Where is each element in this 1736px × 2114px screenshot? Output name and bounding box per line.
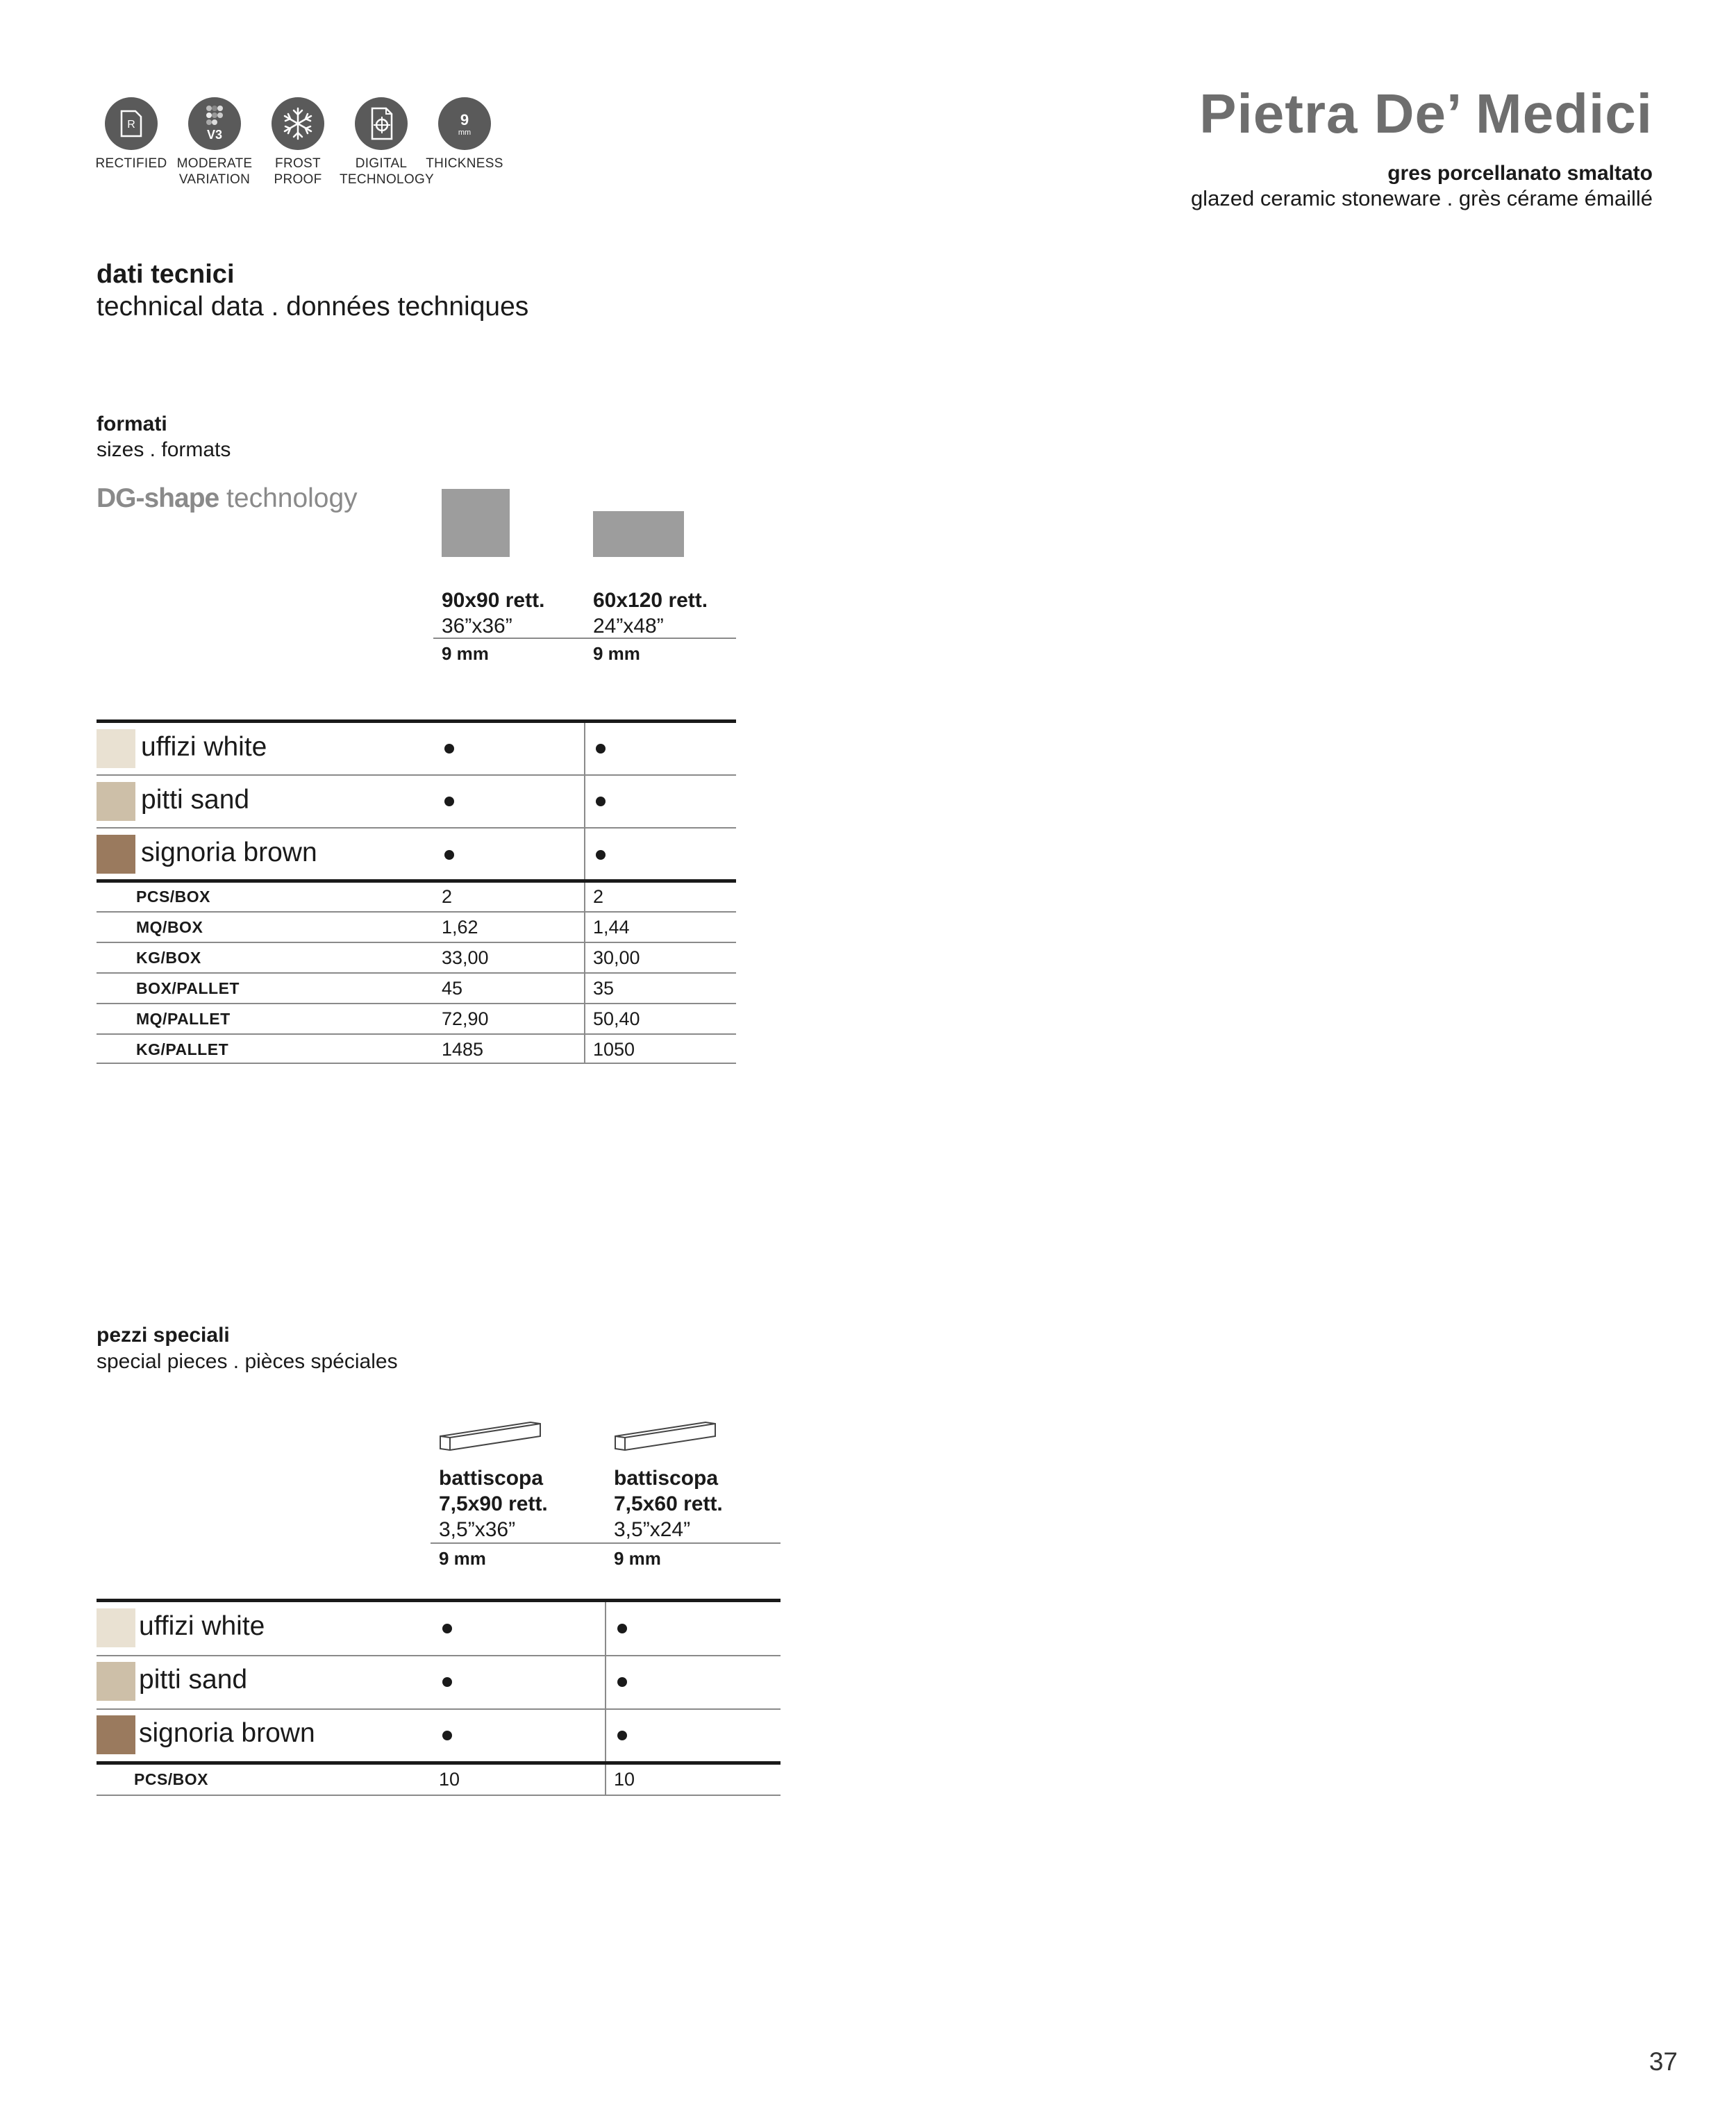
color-name: signoria brown <box>139 1718 315 1748</box>
spec-label: KG/PALLET <box>136 1040 229 1058</box>
dg-shape-bold: DG-shape <box>97 483 219 513</box>
spec-label: PCS/BOX <box>136 888 211 906</box>
feature-label: DIGITAL TECHNOLOGY <box>340 156 435 187</box>
feature-label: MODERATE VARIATION <box>176 156 253 187</box>
spec-label: BOX/PALLET <box>136 979 240 997</box>
format-thickness-1: 9 mm <box>442 643 489 664</box>
uffizi-white-tile <box>97 729 135 768</box>
format-name: 90x90 rett. <box>442 589 545 612</box>
spec-value: 10 <box>439 1769 460 1790</box>
variation-glyph: V3 <box>206 128 223 142</box>
skirting-icon <box>614 1420 718 1458</box>
availability-dot <box>596 850 606 860</box>
section-title-it: dati tecnici <box>97 260 235 289</box>
divider <box>97 1003 736 1004</box>
spec-value: 1050 <box>593 1039 635 1060</box>
spec-value: 2 <box>593 886 604 907</box>
feature-label: RECTIFIED <box>95 156 167 171</box>
pitti-sand-tile <box>97 1662 135 1701</box>
table-top-rule <box>97 1599 781 1602</box>
thickness-glyph: 9 <box>460 111 469 128</box>
spec-value: 2 <box>442 886 453 907</box>
section-title-en-fr: technical data . données techniques <box>97 292 529 322</box>
signoria-brown-tile <box>97 835 135 874</box>
special-title-en-fr: special pieces . pièces spéciales <box>97 1350 398 1373</box>
signoria-brown-tile <box>97 1715 135 1754</box>
availability-dot <box>442 1731 452 1740</box>
thickness-icon <box>438 97 491 150</box>
availability-dot <box>444 797 454 806</box>
spec-value: 1,44 <box>593 917 630 938</box>
availability-dot <box>596 744 606 754</box>
format-square-swatch <box>442 489 510 557</box>
format-col-1 <box>442 588 544 639</box>
column-divider <box>605 1602 606 1795</box>
feature-thickness <box>423 97 506 172</box>
color-name: uffizi white <box>139 1611 265 1641</box>
spec-value: 10 <box>614 1769 635 1790</box>
subtitle-en-fr: glazed ceramic stoneware . grès cérame émaillé <box>1190 186 1653 210</box>
spec-value: 50,40 <box>593 1008 640 1029</box>
color-name: pitti sand <box>141 785 250 815</box>
availability-dot <box>617 1731 627 1740</box>
special-size: 7,5x90 rett. <box>439 1492 548 1515</box>
spec-label: PCS/BOX <box>134 1770 209 1788</box>
availability-dot <box>617 1677 627 1687</box>
specs-top-rule <box>97 1761 781 1765</box>
snowflake-icon <box>272 97 324 150</box>
spec-value: 1,62 <box>442 917 478 938</box>
special-thickness-1: 9 mm <box>439 1548 486 1569</box>
divider <box>97 827 736 829</box>
special-col-2 <box>614 1465 723 1542</box>
spec-value: 1485 <box>442 1039 484 1060</box>
formats-title-it: formati <box>97 413 167 435</box>
uffizi-white-tile <box>97 1608 135 1647</box>
divider <box>97 1655 781 1656</box>
format-col-2 <box>593 588 708 639</box>
spec-label: MQ/PALLET <box>136 1010 231 1028</box>
format-name: 60x120 rett. <box>593 589 708 612</box>
thickness-unit: mm <box>458 128 471 137</box>
special-thickness-2: 9 mm <box>614 1548 661 1569</box>
spec-label: MQ/BOX <box>136 918 203 936</box>
spec-label: KG/BOX <box>136 949 201 967</box>
special-size: 7,5x60 rett. <box>614 1492 723 1515</box>
divider <box>97 942 736 943</box>
availability-dot <box>442 1624 452 1633</box>
availability-dot <box>596 797 606 806</box>
divider <box>97 1795 781 1796</box>
page-number: 37 <box>1649 2047 1678 2076</box>
feature-label: THICKNESS <box>426 156 503 171</box>
formats-title-en-fr: sizes . formats <box>97 438 231 461</box>
page-title: Pietra De’ Medici <box>1199 83 1653 144</box>
divider <box>431 1542 781 1544</box>
spec-value: 45 <box>442 978 463 999</box>
availability-dot <box>444 850 454 860</box>
digital-icon <box>355 97 408 150</box>
dg-shape-rest: technology <box>219 483 358 513</box>
divider <box>97 1708 781 1710</box>
divider <box>97 972 736 974</box>
special-inches: 3,5”x36” <box>439 1518 516 1541</box>
feature-label: FROST PROOF <box>274 156 322 187</box>
divider <box>97 774 736 776</box>
color-name: pitti sand <box>139 1665 248 1695</box>
skirting-icon <box>439 1420 543 1458</box>
rectified-glyph: R <box>127 119 135 131</box>
format-inches: 36”x36” <box>442 615 512 638</box>
feature-digital <box>340 97 435 188</box>
feature-variation <box>173 97 256 188</box>
rectified-icon <box>105 97 158 150</box>
feature-rectified <box>90 97 173 172</box>
special-name: battiscopa <box>614 1467 719 1490</box>
divider <box>97 1033 736 1035</box>
special-title-it: pezzi speciali <box>97 1324 230 1347</box>
subtitle-italian: gres porcellanato smaltato <box>1387 162 1653 185</box>
color-name: signoria brown <box>141 838 317 867</box>
format-thickness-2: 9 mm <box>593 643 640 664</box>
special-name: battiscopa <box>439 1467 544 1490</box>
format-rect-swatch <box>593 511 684 557</box>
dg-shape-logo <box>97 483 358 514</box>
divider <box>97 911 736 913</box>
special-inches: 3,5”x24” <box>614 1518 691 1541</box>
divider <box>97 1063 736 1064</box>
variation-icon <box>188 97 241 150</box>
spec-value: 35 <box>593 978 615 999</box>
color-name: uffizi white <box>141 732 267 762</box>
special-col-1 <box>439 1465 548 1542</box>
pitti-sand-tile <box>97 782 135 821</box>
table-top-rule <box>97 719 736 723</box>
spec-value: 72,90 <box>442 1008 489 1029</box>
availability-dot <box>442 1677 452 1687</box>
spec-value: 30,00 <box>593 947 640 968</box>
divider <box>433 638 736 639</box>
specs-top-rule <box>97 879 736 883</box>
feature-frost <box>256 97 340 188</box>
spec-value: 33,00 <box>442 947 489 968</box>
format-inches: 24”x48” <box>593 615 664 638</box>
availability-dot <box>444 744 454 754</box>
availability-dot <box>617 1624 627 1633</box>
